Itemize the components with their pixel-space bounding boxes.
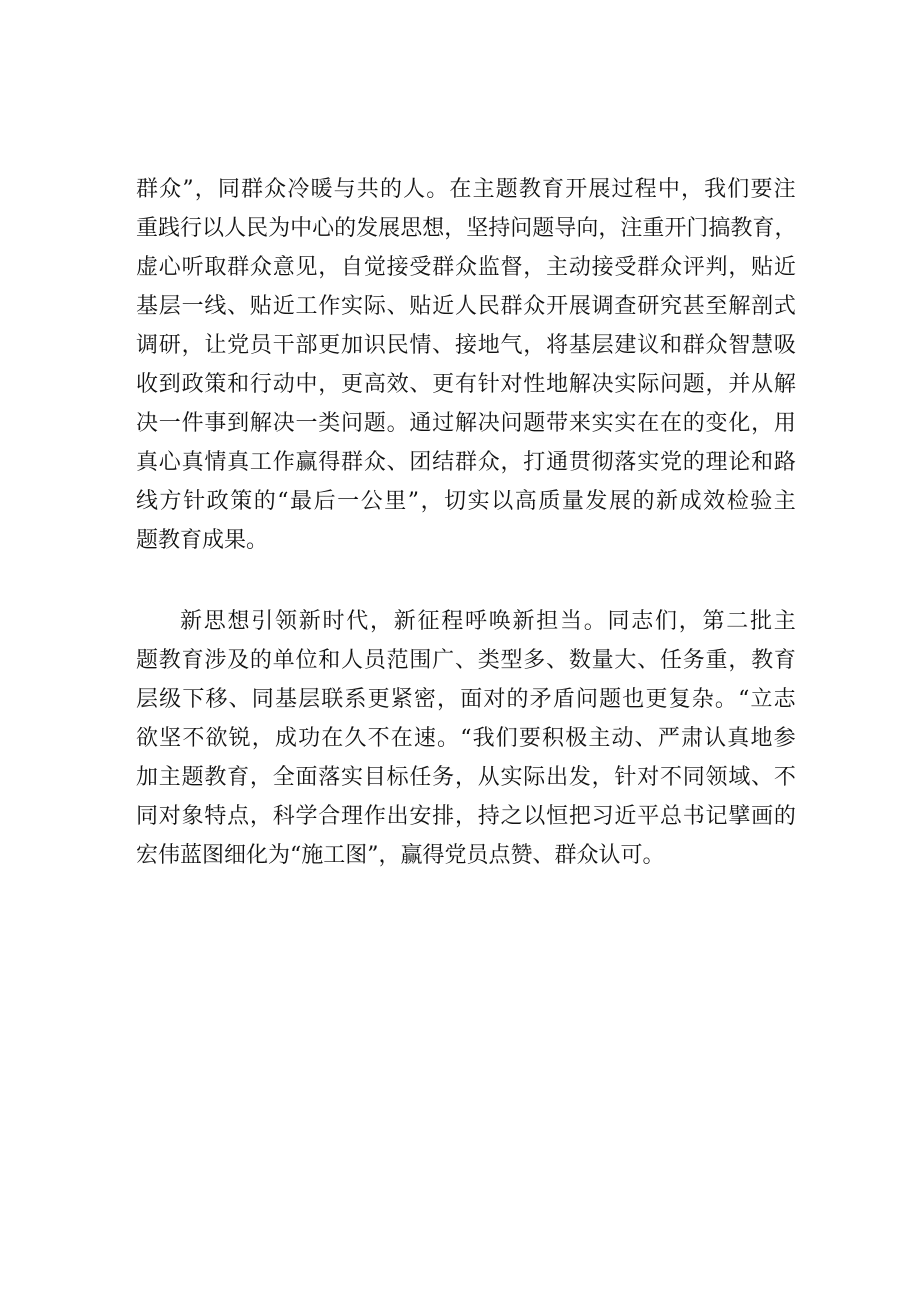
paragraph-line: 加 主 题 教 育 ， 全 面 落 实 目 标 任 务 ， 从 实 际 出 发 ， 针 对 不 同 领 域 、 不 xyxy=(136,765,796,790)
paragraph-2 xyxy=(136,602,796,875)
paragraph-line: 题 教 育 涉 及 的 单 位 和 人 员 范 围 广 、 类 型 多 、 数 量 大 、 任 务 重 ， 教 育 xyxy=(136,648,796,673)
paragraph-line: 同 对 象 特 点 ， 科 学 合 理 作 出 安 排 ， 持 之 以 恒 把 习 近 平 总 书 记 擘 画 的 xyxy=(136,804,796,829)
paragraph-line: 层 级 下 移 、 同 基 层 联 系 更 紧 密 ， 面 对 的 矛 盾 问 题 也 更 复 杂 。 “ 立 志 xyxy=(136,687,796,712)
paragraph-line: 线 方 针 政 策 的 “ 最 后 一 公 里 ” ， 切 实 以 高 质 量 发 展 的 新 成 效 检 验 主 xyxy=(136,489,796,514)
paragraph-line: 群 众 ” ， 同 群 众 冷 暖 与 共 的 人 。 在 主 题 教 育 开 展 过 程 中 ， 我 们 要 注 xyxy=(136,177,796,202)
paragraph-line: 真 心 真 情 真 工 作 赢 得 群 众 、 团 结 群 众 ， 打 通 贯 彻 落 实 党 的 理 论 和 路 xyxy=(136,450,796,475)
paragraph-line: 题教育成果。 xyxy=(136,528,269,553)
paragraph-line: 基 层 一 线 、 贴 近 工 作 实 际 、 贴 近 人 民 群 众 开 展 调 查 研 究 甚 至 解 剖 式 xyxy=(136,294,796,319)
paragraph-line: 欲 坚 不 欲 锐 ， 成 功 在 久 不 在 速 。 “ 我 们 要 积 极 主 动 、 严 肃 认 真 地 参 xyxy=(136,726,796,751)
paragraph-line: 收 到 政 策 和 行 动 中 ， 更 高 效 、 更 有 针 对 性 地 解 决 实 际 问 题 ， 并 从 解 xyxy=(136,372,796,397)
paragraph-line: 决 一 件 事 到 解 决 一 类 问 题 。 通 过 解 决 问 题 带 来 实 实 在 在 的 变 化 ， 用 xyxy=(136,411,796,436)
paragraph-line: 调 研 ， 让 党 员 干 部 更 加 识 民 情 、 接 地 气 ， 将 基 层 建 议 和 群 众 智 慧 吸 xyxy=(136,333,796,358)
paragraph-line: 虚 心 听 取 群 众 意 见 ， 自 觉 接 受 群 众 监 督 ， 主 动 接 受 群 众 评 判 ， 贴 近 xyxy=(136,255,796,280)
paragraph-1 xyxy=(136,170,796,560)
paragraph-line: 重 践 行 以 人 民 为 中 心 的 发 展 思 想 ， 坚 持 问 题 导 向 ， 注 重 开 门 搞 教 育 ， xyxy=(136,216,797,241)
paragraph-line: 宏伟蓝图细化为“施工图”，赢得党员点赞、群众认可。 xyxy=(136,843,665,868)
paragraph-line: 新 思 想 引 领 新 时 代 ， 新 征 程 呼 唤 新 担 当 。 同 志 们 ， 第 二 批 主 xyxy=(180,609,796,634)
